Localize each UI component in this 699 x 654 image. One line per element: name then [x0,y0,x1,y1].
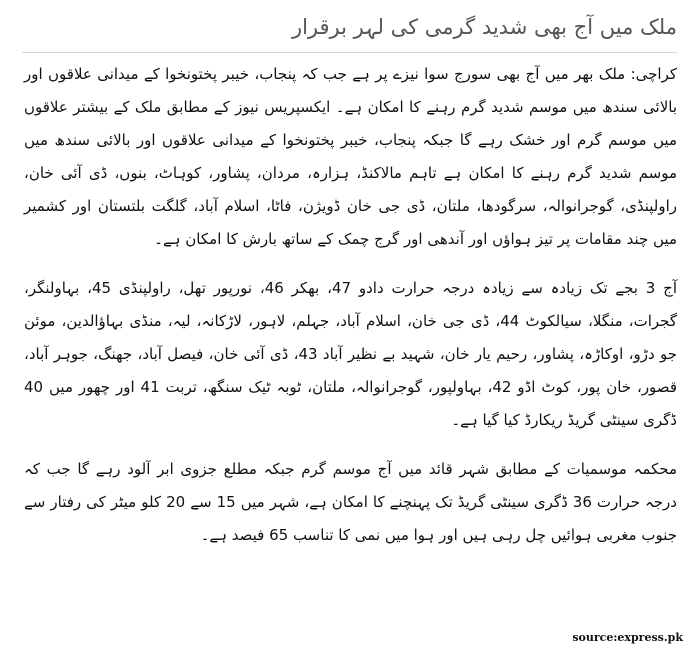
article-body [24,58,677,568]
article-paragraph-2: آج 3 بجے تک زیادہ سے زیادہ درجہ حرارت دادو 47، بھکر 46، نورپور تھل، راولپنڈی 45، بہاولنگر، گجرات، منگلا، سیالکوٹ 44، ڈی جی خان، اسلام آباد، جہلم، لاہور، لاڑکانہ، لیہ، منڈی بہاؤالدین، موئن جو دڑو، اوکاڑہ، پشاور، رحیم یار خان، شہید بے نظیر آباد 43، ڈی آئی خان، فیصل آباد، جھنگ، جوہر آباد، قصور، خان پور، کوٹ اڈو 42، بہاولپور، گوجرانوالہ، ملتان، ٹوبہ ٹیک سنگھ، تربت 41 اور چھور میں 40 ڈگری سینٹی گریڈ ریکارڈ کیا گیا ہے۔ [24,279,677,429]
article-paragraph-3: محکمہ موسمیات کے مطابق شہر قائد میں آج موسم گرم جبکہ مطلع جزوی ابر آلود رہے گا جب کہ درجہ حرارت 36 ڈگری سینٹی گریڈ تک پہنچنے کا امکان ہے، شہر میں 15 سے 20 کلو میٹر کی رفتار سے جنوب مغربی ہوائیں چل رہی ہیں اور ہوا میں نمی کا تناسب 65 فیصد ہے۔ [24,460,677,544]
title-area [22,8,677,53]
article-paragraph-1: کراچی: ملک بھر میں آج بھی سورج سوا نیزے پر ہے جب کہ پنجاب، خیبر پختونخوا کے میدانی علاقوں اور بالائی سندھ میں موسم شدید گرم رہنے کا امکان ہے۔ ایکسپریس نیوز کے مطابق ملک کے بیشتر علاقوں میں موسم گرم اور خشک رہے گا جبکہ پنجاب، خیبر پختونخوا کے میدانی علاقوں اور بالائی سندھ میں موسم شدید گرم رہنے کا امکان ہے تاہم مالاکنڈ، ہزارہ، مردان، پشاور، کوہاٹ، بنوں، ڈی آئی خان، راولپنڈی، گوجرانوالہ، سرگودھا، ملتان، ڈی جی خان ڈویژن، فاٹا، اسلام آباد، گلگت بلتستان اور کشمیر میں چند مقامات پر تیز ہواؤں اور آندھی اور گرج چمک کے ساتھ بارش کا امکان ہے۔ [24,65,677,248]
source-credit: source:express.pk [572,631,683,644]
article-title: ملک میں آج بھی شدید گرمی کی لہر برقرار [291,15,677,39]
